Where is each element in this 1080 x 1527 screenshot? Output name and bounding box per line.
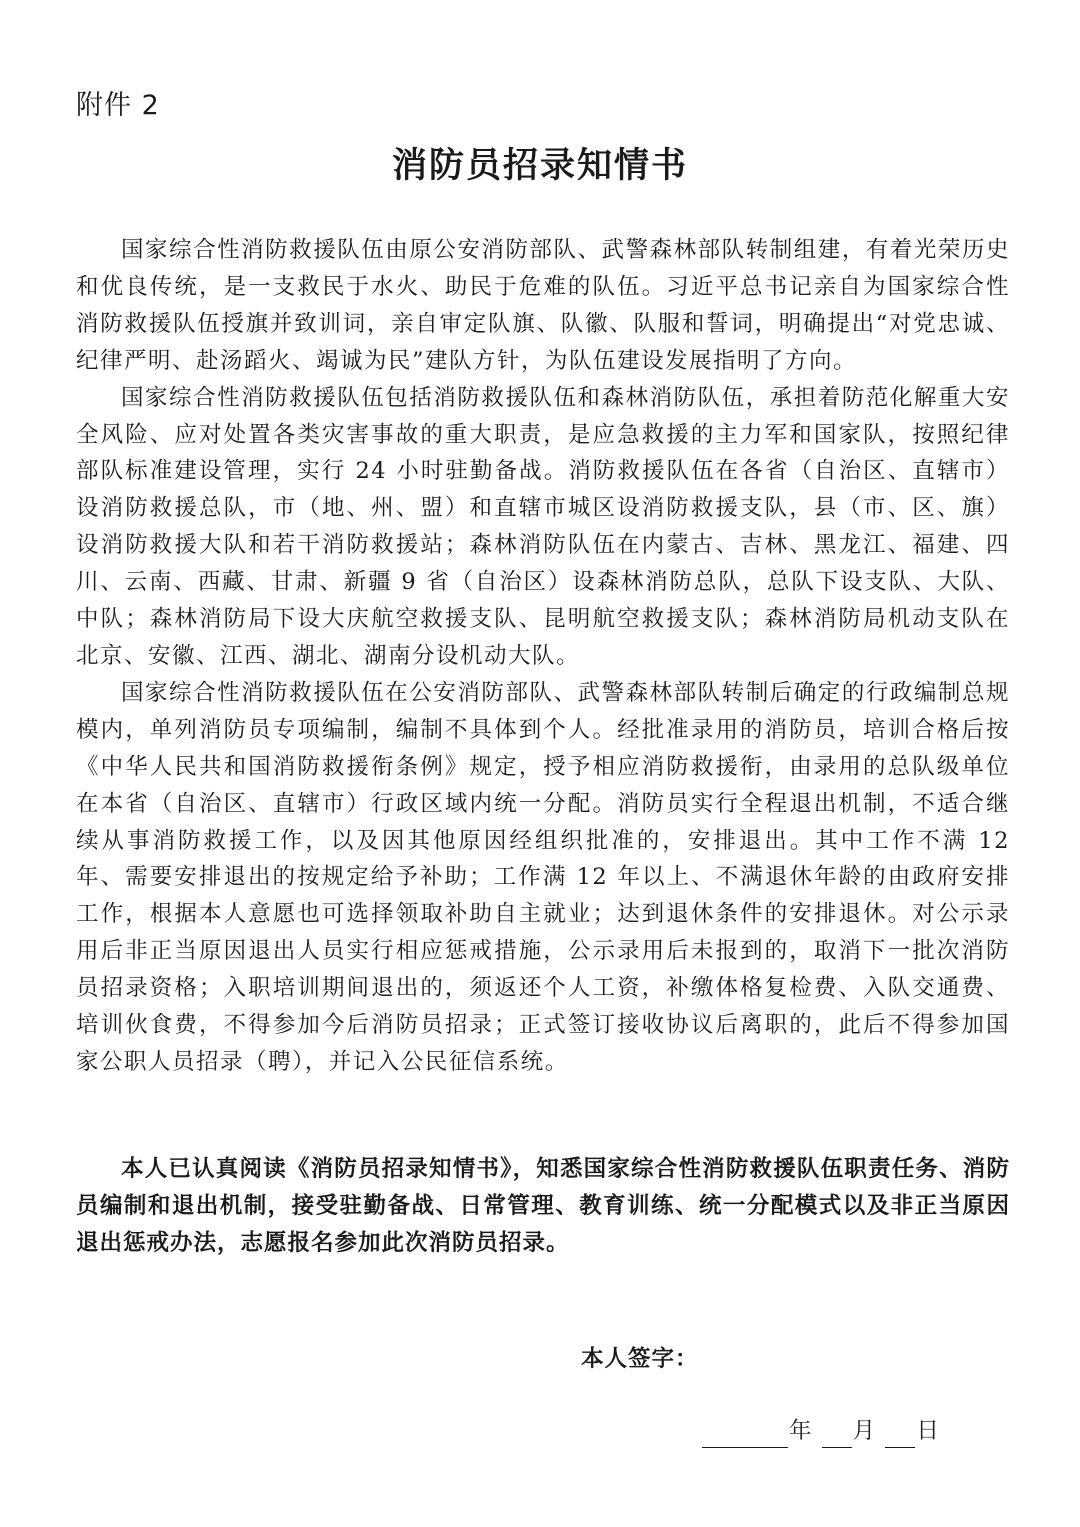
day-blank [885, 1421, 915, 1448]
body-paragraph: 国家综合性消防救援队伍在公安消防部队、武警森林部队转制后确定的行政编制总规模内，单列消防员专项编制，编制不具体到个人。经批准录用的消防员，培训合格后按《中华人民共和国消防救援衔条例》规定，授予相应消防救援衔，由录用的总队级单位在本省（自治区、直辖市）行政区域内统一分配。消防员实行全程退出机制，不适合继续从事消防救援工作，以及因其他原因经组织批准的，安排退出。其中工作不满 12 年、需要安排退出的按规定给予补助；工作满 12 年以上、不满退休年龄的由政府安排工作，根据本人意愿也可选择领取补助自主就业；达到退休条件的安排退休。对公示录用后非正当原因退出人员实行相应惩戒措施，公示录用后未报到的，取消下一批次消防员招录资格；入职培训期间退出的，须返还个人工资，补缴体格复检费、入队交通费、培训伙食费，不得参加今后消防员招录；正式签订接收协议后离职的，此后不得参加国家公职人员招录（聘），并记入公民征信系统。 [76, 679, 1010, 1075]
document-title: 消防员招录知情书 [391, 145, 688, 186]
year-unit: 年 [789, 1418, 812, 1444]
consent-text: 本人已认真阅读《消防员招录知情书》，知悉国家综合性消防救援队伍职责任务、消防员编制和退出机制，接受驻勤备战、日常管理、教育训练、统一分配模式以及非正当原因退出惩戒办法，志愿报名参加此次消防员招录。 [76, 1156, 1010, 1256]
year-blank [702, 1421, 788, 1448]
date-line [702, 1414, 940, 1448]
month-blank [822, 1421, 852, 1448]
body-paragraph: 国家综合性消防救援队伍由原公安消防部队、武警森林部队转制组建，有着光荣历史和优良传统，是一支救民于水火、助民于危难的队伍。习近平总书记亲自为国家综合性消防救援队伍授旗并致训词，亲自审定队旗、队徽、队服和誓词，明确提出“对党忠诚、纪律严明、赴汤蹈火、竭诚为民”建队方针，为队伍建设发展指明了方向。 [76, 237, 1010, 374]
document-body [76, 232, 1010, 1081]
day-unit: 日 [916, 1418, 939, 1444]
body-paragraph: 国家综合性消防救援队伍包括消防救援队伍和森林消防队伍，承担着防范化解重大安全风险、应对处置各类灾害事故的重大职责，是应急救援的主力军和国家队，按照纪律部队标准建设管理，实行 24 小时驻勤备战。消防救援队伍在各省（自治区、直辖市）设消防救援总队，市（地、州、盟）和直辖市城区设消防救援支队，县（市、区、旗）设消防救援大队和若干消防救援站；森林消防队伍在内蒙古、吉林、黑龙江、福建、四川、云南、西藏、甘肃、新疆 9 省（自治区）设森林消防总队，总队下设支队、大队、中队；森林消防局下设大庆航空救援支队、昆明航空救援支队；森林消防局机动支队在北京、安徽、江西、湖北、湖南分设机动大队。 [76, 384, 1010, 669]
signature-label: 本人签字： [581, 1346, 699, 1372]
attachment-label: 附件 2 [76, 90, 160, 121]
consent-statement [76, 1151, 1010, 1262]
month-unit: 月 [852, 1418, 876, 1444]
